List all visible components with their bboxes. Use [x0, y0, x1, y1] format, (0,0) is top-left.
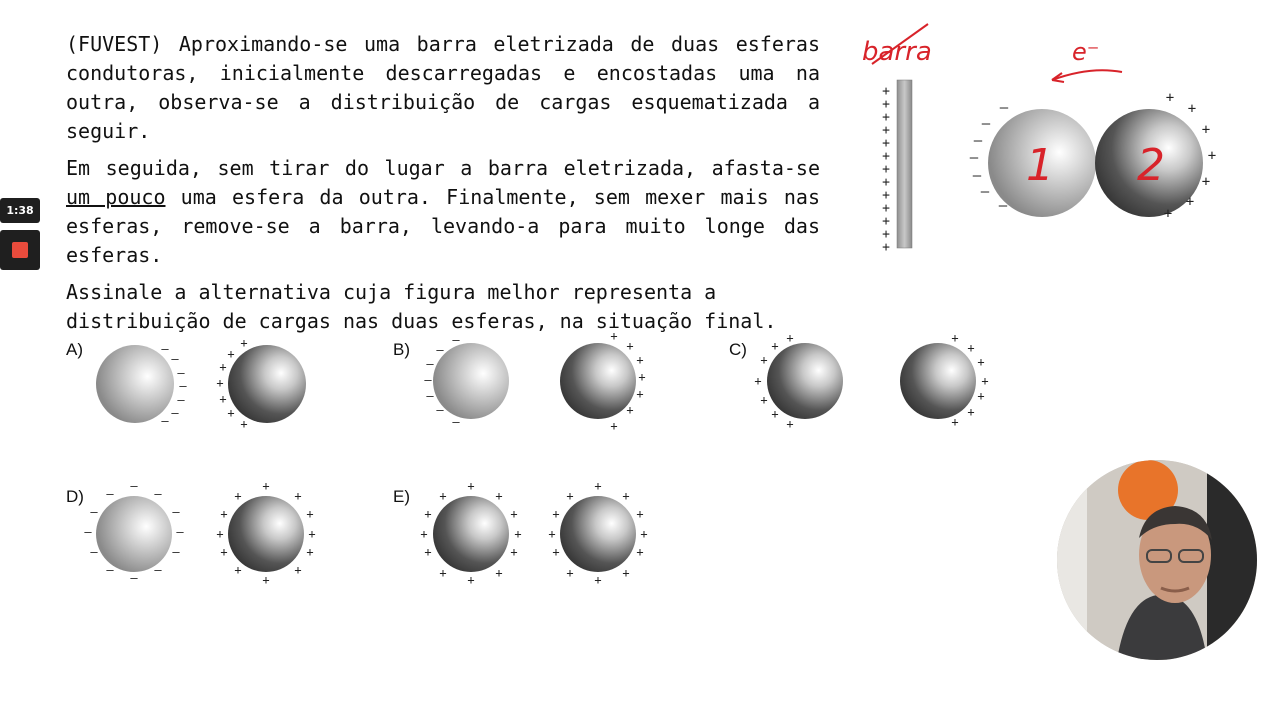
svg-text:+: +	[510, 545, 518, 559]
svg-text:–: –	[172, 545, 180, 559]
svg-text:+: +	[240, 417, 248, 431]
svg-text:+: +	[220, 545, 228, 559]
svg-text:+: +	[951, 331, 959, 345]
svg-text:+: +	[262, 479, 270, 493]
svg-text:+: +	[240, 336, 248, 350]
svg-text:+: +	[882, 110, 890, 125]
barra-annotation: barra	[862, 37, 932, 67]
svg-text:+: +	[227, 347, 235, 361]
svg-text:–: –	[426, 357, 434, 371]
svg-text:+: +	[308, 527, 316, 541]
svg-text:–: –	[176, 525, 184, 539]
svg-text:+: +	[882, 227, 890, 242]
svg-text:+: +	[882, 214, 890, 229]
svg-text:–: –	[998, 198, 1008, 214]
svg-text:+: +	[786, 417, 794, 431]
svg-text:–: –	[171, 406, 179, 420]
svg-text:+: +	[967, 341, 975, 355]
svg-text:+: +	[1165, 90, 1175, 106]
svg-text:–: –	[130, 479, 138, 493]
svg-text:–: –	[177, 393, 185, 407]
svg-text:+: +	[262, 573, 270, 587]
svg-text:+: +	[495, 566, 503, 580]
svg-text:+: +	[626, 403, 634, 417]
svg-text:–: –	[106, 487, 114, 501]
svg-text:+: +	[882, 188, 890, 203]
option-b-figure[interactable]	[420, 330, 660, 435]
charged-bar	[897, 80, 912, 248]
main-figure	[850, 10, 1230, 260]
svg-text:–: –	[426, 389, 434, 403]
recording-timer: 1:38	[0, 198, 40, 223]
svg-text:+: +	[610, 330, 618, 343]
svg-text:+: +	[216, 527, 224, 541]
svg-text:–: –	[981, 116, 991, 132]
svg-text:+: +	[234, 563, 242, 577]
svg-text:–: –	[161, 414, 169, 428]
stop-recording-button[interactable]	[0, 230, 40, 270]
question-intro: (FUVEST) Aproximando-se uma barra eletrizada de duas esferas condutoras, inicialmente descarregadas e encostadas uma na outra, observa-se a distribuição de cargas esquematizada a seguir.	[66, 32, 820, 143]
svg-text:+: +	[1207, 148, 1217, 164]
svg-text:+: +	[771, 339, 779, 353]
svg-text:+: +	[467, 573, 475, 587]
svg-text:+: +	[622, 566, 630, 580]
svg-text:+: +	[467, 479, 475, 493]
svg-text:–: –	[154, 563, 162, 577]
svg-text:+: +	[882, 240, 890, 255]
svg-text:–: –	[154, 487, 162, 501]
underlined-phrase: um pouco	[66, 185, 166, 209]
svg-text:–: –	[972, 168, 982, 184]
svg-text:+: +	[216, 376, 224, 390]
svg-text:+: +	[1185, 194, 1195, 210]
option-a-label[interactable]: A)	[66, 340, 83, 359]
svg-text:+: +	[882, 162, 890, 177]
svg-text:–: –	[973, 133, 983, 149]
option-b-label[interactable]: B)	[393, 340, 410, 359]
svg-text:+: +	[610, 419, 618, 433]
svg-text:–: –	[452, 333, 460, 347]
question-text	[66, 30, 820, 336]
svg-text:+: +	[566, 489, 574, 503]
svg-text:+: +	[951, 415, 959, 429]
option-a-figure[interactable]	[92, 335, 322, 435]
svg-text:–: –	[177, 366, 185, 380]
bar-charges	[882, 84, 890, 255]
svg-text:+: +	[306, 545, 314, 559]
svg-text:+: +	[977, 389, 985, 403]
svg-text:–: –	[999, 100, 1009, 116]
svg-text:+: +	[552, 545, 560, 559]
svg-text:+: +	[552, 507, 560, 521]
svg-text:–: –	[172, 505, 180, 519]
sphere-1-label: 1	[1026, 140, 1054, 191]
question-instruction: Assinale a alternativa cuja figura melhor representa a distribuição de cargas nas duas esferas, na situação final.	[66, 280, 777, 333]
svg-text:–: –	[969, 150, 979, 166]
svg-text:+: +	[626, 339, 634, 353]
sphere-2-label: 2	[1137, 140, 1165, 191]
svg-text:+: +	[786, 331, 794, 345]
svg-text:–: –	[424, 373, 432, 387]
option-e-figure[interactable]	[416, 478, 656, 588]
svg-text:+: +	[760, 393, 768, 407]
svg-text:+: +	[219, 360, 227, 374]
svg-text:+: +	[439, 566, 447, 580]
svg-text:+: +	[882, 123, 890, 138]
svg-text:+: +	[495, 489, 503, 503]
svg-text:–: –	[130, 571, 138, 585]
svg-text:+: +	[514, 527, 522, 541]
svg-text:+: +	[1163, 206, 1173, 222]
svg-text:+: +	[1201, 174, 1211, 190]
svg-text:+: +	[594, 479, 602, 493]
svg-text:+: +	[294, 489, 302, 503]
svg-text:+: +	[882, 136, 890, 151]
svg-text:+: +	[760, 353, 768, 367]
option-c-figure[interactable]	[748, 330, 998, 435]
svg-text:+: +	[636, 545, 644, 559]
svg-text:+: +	[220, 507, 228, 521]
svg-text:+: +	[439, 489, 447, 503]
svg-text:+: +	[636, 507, 644, 521]
svg-text:+: +	[636, 387, 644, 401]
svg-text:–: –	[171, 352, 179, 366]
svg-text:–: –	[90, 545, 98, 559]
svg-text:+: +	[424, 545, 432, 559]
webcam-overlay	[1057, 460, 1257, 660]
svg-text:+: +	[754, 374, 762, 388]
svg-text:+: +	[882, 175, 890, 190]
svg-text:+: +	[967, 405, 975, 419]
svg-text:+: +	[510, 507, 518, 521]
option-d-figure[interactable]	[80, 478, 330, 588]
presenter-video	[1057, 460, 1257, 660]
svg-text:+: +	[234, 489, 242, 503]
electron-annotation: e⁻	[1072, 38, 1100, 66]
svg-text:–: –	[90, 505, 98, 519]
svg-text:+: +	[882, 201, 890, 216]
option-e-label[interactable]: E)	[393, 487, 410, 506]
svg-text:–: –	[980, 184, 990, 200]
svg-text:+: +	[882, 149, 890, 164]
svg-text:+: +	[977, 355, 985, 369]
svg-text:+: +	[981, 374, 989, 388]
svg-text:+: +	[219, 392, 227, 406]
svg-text:+: +	[882, 84, 890, 99]
svg-text:+: +	[227, 406, 235, 420]
svg-text:+: +	[638, 370, 646, 384]
svg-text:+: +	[636, 353, 644, 367]
svg-text:–: –	[161, 342, 169, 356]
svg-text:+: +	[306, 507, 314, 521]
svg-text:+: +	[566, 566, 574, 580]
svg-text:+: +	[594, 573, 602, 587]
option-c-label[interactable]: C)	[729, 340, 747, 359]
svg-text:–: –	[84, 525, 92, 539]
svg-text:+: +	[294, 563, 302, 577]
svg-text:+: +	[622, 489, 630, 503]
svg-text:+: +	[548, 527, 556, 541]
svg-text:+: +	[424, 507, 432, 521]
option-d-label[interactable]: D)	[66, 487, 84, 506]
svg-text:+: +	[1187, 101, 1197, 117]
svg-text:–: –	[436, 343, 444, 357]
svg-text:–: –	[179, 379, 187, 393]
svg-text:–: –	[106, 563, 114, 577]
question-procedure: Em seguida, sem tirar do lugar a barra eletrizada, afasta-se um pouco uma esfera da outra. Finalmente, sem mexer mais nas esferas, remove-se a barra, levando-a para muito longe das esferas.	[66, 156, 820, 267]
svg-text:+: +	[420, 527, 428, 541]
svg-text:+: +	[882, 97, 890, 112]
stop-icon	[12, 242, 28, 258]
svg-text:+: +	[771, 407, 779, 421]
svg-text:–: –	[436, 403, 444, 417]
svg-text:+: +	[1201, 122, 1211, 138]
svg-text:–: –	[452, 415, 460, 429]
svg-text:+: +	[640, 527, 648, 541]
